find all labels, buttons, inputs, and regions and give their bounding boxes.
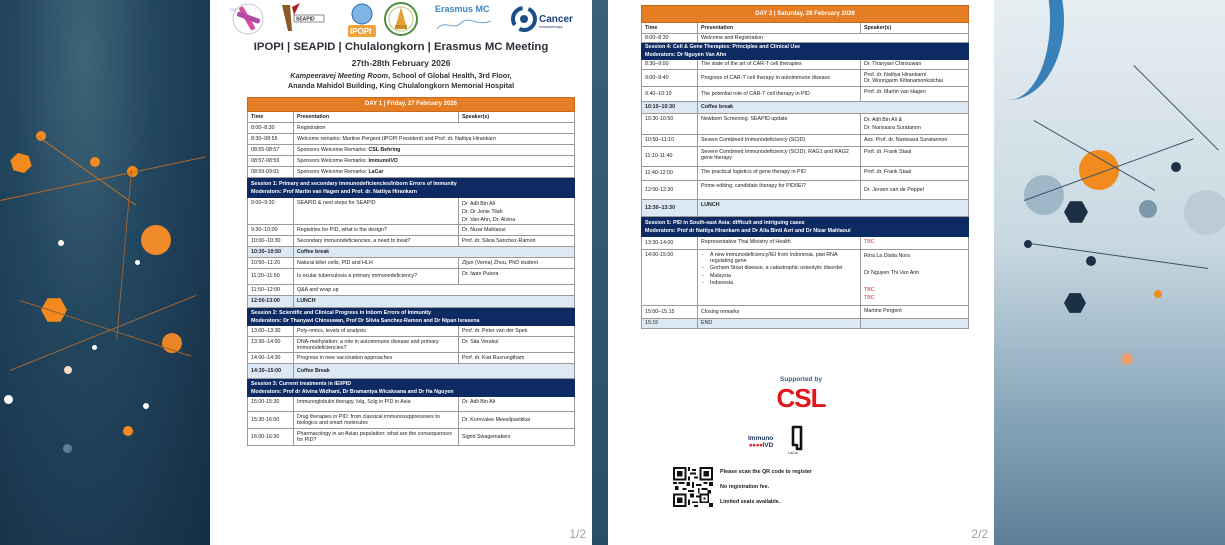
decor-hexagon <box>41 297 67 323</box>
session-header-row <box>248 308 575 326</box>
row-speaker <box>861 114 969 135</box>
row-speaker <box>861 250 969 306</box>
row-time: 15:00–15.15 <box>642 306 698 319</box>
row-presentation: Drug therapies in PID: from classical immunosuppressives to biologics and smart molecules <box>294 412 459 429</box>
row-presentation: Coffee break <box>698 102 969 114</box>
row-speaker: Ass. Prof. dr. Narissara Suratannon <box>861 135 969 147</box>
schedule-row <box>642 34 969 43</box>
row-presentation: Coffee break <box>294 247 575 258</box>
ipopi-logo <box>346 1 378 37</box>
row-time: 9.40–10:10 <box>642 87 698 102</box>
row-time: 8:00–8:30 <box>248 123 294 134</box>
schedule-row <box>642 237 969 250</box>
immunoivd-logo-dots: ●●●● <box>748 442 763 449</box>
decor-dot <box>4 395 13 404</box>
row-speaker: Prof. dr. Silvia Sanchez-Ramon <box>459 236 575 247</box>
decor-dot <box>92 345 97 350</box>
venue-room: Kampeeravej Meeting Room <box>290 71 389 80</box>
decor-line <box>1133 65 1219 151</box>
row-speaker: Dr. Jeroen van de Peppel <box>861 181 969 200</box>
row-presentation: Poly-omics, levels of analysis <box>294 326 459 337</box>
session-moderators: Moderators: Dr Thanyavi Chinsuwan, Prof Dr Silvia Sanchez-Ramon and Dr Nipan Israsena <box>251 317 480 324</box>
schedule-row <box>248 269 575 285</box>
row-presentation: The state of the art of CAR-T cell therapies <box>698 60 861 70</box>
sponsor-remark-prefix: Sponsors Welcome Remarks: <box>297 168 369 175</box>
speaker-name: Dr. Wonngarm Kittanamonkolchai <box>864 78 943 84</box>
registration-line: Please scan the QR code to register <box>720 469 812 475</box>
schedule-row <box>248 225 575 236</box>
venue-detail: , School of Global Health, 3rd Floor, <box>388 71 512 80</box>
row-speaker: Dr. Iwan Putera <box>459 269 575 285</box>
decor-line <box>20 300 191 357</box>
decor-dot <box>63 444 72 453</box>
decor-hexagon <box>1064 200 1088 224</box>
row-time: 10:00–10:30 <box>248 236 294 247</box>
session2-header <box>248 308 575 326</box>
session-header-row <box>642 217 969 237</box>
case-list <box>701 252 857 286</box>
row-presentation: Pharmacology in an Asian population: what are the consequences for PID? <box>294 429 459 446</box>
registration-line: Limited seats available. <box>720 499 781 505</box>
sponsor-remark-prefix: Sponsors Welcome Remarks: <box>297 157 369 164</box>
row-presentation: Registration <box>294 123 575 134</box>
decor-dot <box>58 240 64 246</box>
schedule-row <box>248 145 575 156</box>
row-presentation: Severe Combined Immunodeficiency (SCID): RAG1 and RAG2 gene therapy <box>698 147 861 167</box>
decor-dot <box>123 426 133 436</box>
lacar-logo-text: LaCar <box>788 451 798 455</box>
row-speaker-tbc: TBC <box>861 237 969 250</box>
row-time: 11:50–12:00 <box>248 285 294 296</box>
session-title: Session 5: PID in South-east Asia: difficult and intriguing cases <box>645 219 805 226</box>
row-time: 11:40-12:00 <box>642 167 698 181</box>
meeting-venue <box>210 71 592 91</box>
page-number: 1/2 <box>569 527 586 541</box>
logo-text-erasmus: Erasmus MC <box>435 4 490 14</box>
decor-line <box>37 136 136 206</box>
logo-text-cancer: Cancer <box>539 14 573 25</box>
csl-logo: CSL <box>776 383 826 413</box>
row-time: 10:10–10:30 <box>642 102 698 114</box>
schedule-row <box>248 134 575 145</box>
schedule-row <box>248 326 575 337</box>
meeting-title: IPOPI | SEAPID | Chulalongkorn | Erasmus MC Meeting <box>253 41 549 53</box>
day2-schedule-table <box>641 5 969 329</box>
row-time: 11:10-11:40 <box>642 147 698 167</box>
row-time: 14:00–14:30 <box>248 353 294 364</box>
row-speaker: Dr. Nizar Mahlaoui <box>459 225 575 236</box>
case-item: - A new immunodeficiency/IEI from Indonesia, piwi RNA regulating gene <box>701 252 857 264</box>
row-time: 9:00–9:30 <box>248 198 294 225</box>
row-time: 15:30-16:00 <box>248 412 294 429</box>
row-presentation <box>294 167 575 178</box>
row-presentation: END <box>698 319 861 329</box>
speaker-name: Dr. Dr Jonie Tilah <box>462 209 503 215</box>
row-time: 08:55-08:57 <box>248 145 294 156</box>
session-moderators: Moderators: Prof dr Nattiya Hirankarn and Dr Alia Binti Azri and Dr Nizar Mahlaoui <box>645 227 851 234</box>
row-presentation: Registries for PID, what is the design? <box>294 225 459 236</box>
row-speaker: Prof. dr. Frank Staal <box>861 147 969 167</box>
row-speaker: Prof. dr. Kiat Ruxrungtham <box>459 353 575 364</box>
row-time: 9:00–9:40 <box>642 70 698 87</box>
immunoivd-logo-top: Immuno <box>748 435 774 442</box>
decor-dot <box>1121 353 1133 365</box>
cu-logo <box>228 1 268 37</box>
decor-line <box>1030 243 1208 269</box>
row-time: 16:00-16:30 <box>248 429 294 446</box>
row-presentation: Welcome and Registration <box>698 34 969 43</box>
schedule-row <box>642 181 969 200</box>
lacar-logo-mark <box>790 425 804 451</box>
case-item: - Gorham Stout disease, a catastrophic osteolytic disorder <box>701 265 857 271</box>
session-moderators: Moderators: Prof Martin van Hagen and Prof. dr. Nattiya Hirankarn <box>251 188 418 195</box>
row-presentation: The potential role of CAR-T cell therapy in PID <box>698 87 861 102</box>
row-time: 8:30–9:00 <box>642 60 698 70</box>
meeting-dates: 27th-28th February 2026 <box>351 58 451 68</box>
row-time: 15:15 <box>642 319 698 329</box>
session-title: Session 3: Current treatments in IEI/PID <box>251 380 352 387</box>
decor-dot <box>143 403 149 409</box>
row-time: 10:30–10:50 <box>248 247 294 258</box>
speaker-name: Dr. Adli Bin Ali & <box>864 117 902 123</box>
row-speaker: Dr. Kornvalee Meesilpavikkai <box>459 412 575 429</box>
col-speaker: Speaker(s) <box>861 23 969 34</box>
row-speaker: Prof. dr. Frank Staal <box>861 167 969 181</box>
session-moderators: Moderators: Prof dr Alvina Widhani, Dr Bramantya Wicaksana and Dr Ha Nguyen <box>251 388 454 395</box>
schedule-row <box>642 135 969 147</box>
schedule-row <box>642 306 969 319</box>
decor-dot <box>1171 162 1181 172</box>
row-time: 9:30–10:00 <box>248 225 294 236</box>
row-time: 10:50–11:20 <box>248 258 294 269</box>
case-item: - Malaysia <box>701 273 857 279</box>
schedule-row <box>248 167 575 178</box>
break-row <box>642 200 969 217</box>
schedule-row <box>642 250 969 306</box>
sponsor-name: LaCar <box>368 168 384 175</box>
registration-line: No registration fee. <box>720 484 770 490</box>
schedule-row <box>248 198 575 225</box>
row-presentation <box>294 145 575 156</box>
decor-dot <box>141 225 171 255</box>
decor-line <box>1024 138 1193 201</box>
break-row <box>248 364 575 379</box>
logo-text-ipopi: IPOPI <box>350 27 372 36</box>
row-time: 13:30–14:00 <box>248 337 294 353</box>
decor-square <box>8 150 34 175</box>
registration-qr-code[interactable] <box>672 467 714 507</box>
row-presentation: Coffee Break <box>294 364 575 379</box>
row-speaker: Sigrid Swagemakers <box>459 429 575 446</box>
decor-dot <box>1139 200 1157 218</box>
schedule-row <box>642 70 969 87</box>
session4-header <box>642 43 969 60</box>
schedule-row <box>642 114 969 135</box>
row-presentation: Progress in new vaccination approaches <box>294 353 459 364</box>
schedule-page-2 <box>608 0 994 545</box>
erasmus-mc-logo <box>431 1 501 37</box>
background-network-art-left <box>0 0 210 545</box>
row-presentation: LUNCH <box>698 200 969 217</box>
row-speaker <box>459 198 575 225</box>
row-speaker <box>861 70 969 87</box>
row-time: 08:59-09:01 <box>248 167 294 178</box>
schedule-row <box>642 167 969 181</box>
column-header-row <box>248 112 575 123</box>
speaker-name: Prof. dr. Nattiya Hirankarn/ <box>864 71 927 78</box>
end-row <box>642 319 969 329</box>
session-title: Session 4: Cell & Gene Therapies: Principles and Clinical Use <box>645 44 801 50</box>
speaker-tbc: TBC <box>864 287 875 293</box>
break-row <box>642 102 969 114</box>
row-speaker: Dr. Thanyavi Chinsuwan <box>861 60 969 70</box>
decor-dot <box>1184 190 1225 235</box>
row-speaker-empty <box>861 319 969 329</box>
col-presentation: Presentation <box>698 23 861 34</box>
speaker-name: Dr. Van Ahn, Dr. Alvina <box>462 217 516 223</box>
decor-line <box>0 156 206 201</box>
schedule-page-1 <box>210 0 592 545</box>
schedule-row <box>248 285 575 296</box>
speaker-tbc: TBC <box>864 295 875 301</box>
schedule-row <box>248 353 575 364</box>
sponsor-remark-prefix: Sponsors Welcome Remarks: <box>297 146 369 153</box>
session-moderators: Moderators: Dr Nguyen Van Ahn <box>645 52 727 58</box>
venue-building: Ananda Mahidol Building, King Chulalongkorn Memorial Hospital <box>287 81 515 90</box>
row-presentation: Severe Combined Immunodeficiency (SCID) <box>698 135 861 147</box>
row-time: 12:00-12:30 <box>642 181 698 200</box>
speaker-name: Rina La Distia Nora <box>864 253 910 259</box>
row-time: 13:30-14:00 <box>642 237 698 250</box>
svg-text:Immunotherapy: Immunotherapy <box>539 25 563 29</box>
row-time: 14:30–15:00 <box>248 364 294 379</box>
row-speaker: Dr. Adli Bin Ali <box>459 397 575 412</box>
background-gap <box>592 0 608 545</box>
schedule-row <box>248 429 575 446</box>
row-time: 12:30–13:30 <box>642 200 698 217</box>
sponsor-name: CSL Behring <box>368 146 401 153</box>
row-presentation <box>294 156 575 167</box>
day1-heading: DAY 1 | Friday, 27 February 2026 <box>248 98 575 112</box>
session-title: Session 2: Scientific and Clinical Progress in Inborn Errors of Immunity <box>251 309 432 316</box>
row-time: 13:00–13:30 <box>248 326 294 337</box>
row-time: 15:00-15:30 <box>248 397 294 412</box>
session1-header <box>248 178 575 198</box>
logo-text-cu: CU <box>230 7 236 12</box>
row-presentation: SEAPID & next steps for SEAPID <box>294 198 459 225</box>
row-speaker: Martine Pergent <box>861 306 969 319</box>
break-row <box>248 247 575 258</box>
schedule-row <box>642 60 969 70</box>
col-time: Time <box>642 23 698 34</box>
row-presentation-list <box>698 250 861 306</box>
row-presentation: Newborn Screening: SEAPID update <box>698 114 861 135</box>
row-presentation: Welcome remarks: Martine Pergent (IPOPI President) and Prof. dr. Nattiya Hirankarn <box>294 134 575 145</box>
col-time: Time <box>248 112 294 123</box>
row-speaker: Dr. Sita Verakul <box>459 337 575 353</box>
row-presentation: Prime editing; candidate therapy for PID/IEI? <box>698 181 861 200</box>
decor-dot <box>1086 256 1096 266</box>
row-presentation: Closing remarks <box>698 306 861 319</box>
session-header-row <box>642 43 969 60</box>
row-speaker: Prof. dr. Martin van Hagen <box>861 87 969 102</box>
row-time: 12:00-13:00 <box>248 296 294 308</box>
decor-dot <box>90 157 100 167</box>
row-time: 08:57-08:59 <box>248 156 294 167</box>
decor-dot <box>1024 175 1064 215</box>
seapid-logo <box>274 1 332 37</box>
session-header-row <box>248 178 575 198</box>
logo-strip <box>228 1 578 37</box>
row-presentation: Secondary immunodeficiencies, a need to treat? <box>294 236 459 247</box>
background-network-art-right <box>994 0 1225 545</box>
row-time: 11:20–11:50 <box>248 269 294 285</box>
schedule-row <box>248 123 575 134</box>
row-speaker: Prof. dr. Peter van der Spek <box>459 326 575 337</box>
page-number: 2/2 <box>971 527 988 541</box>
case-item: - Indonesia <box>701 280 857 286</box>
speaker-name: Dr. Adli Bin Ali <box>462 201 495 207</box>
row-time: 10:30-10:50 <box>642 114 698 135</box>
decor-dot <box>1079 150 1119 190</box>
speaker-name: Dr Nguyen Thi Van Anh <box>864 270 920 276</box>
day2-heading: DAY 2 | Saturday, 28 February 2026 <box>642 6 969 23</box>
row-time: 10:50–11:10 <box>642 135 698 147</box>
decor-dot <box>135 260 140 265</box>
schedule-row <box>642 87 969 102</box>
row-time: 14:00-15:00 <box>642 250 698 306</box>
col-presentation: Presentation <box>294 112 459 123</box>
row-presentation: DNA-methylation: a role in autoimmune disease and primary immunodeficiencies? <box>294 337 459 353</box>
decor-dot <box>1154 290 1162 298</box>
logo-text-seapid: SEAPID <box>296 16 315 23</box>
day1-heading-row <box>248 98 575 112</box>
session3-header <box>248 379 575 397</box>
schedule-row <box>248 397 575 412</box>
row-presentation: Progress of CAR-T cell therapy in autoimmune disease <box>698 70 861 87</box>
row-presentation: Natural killer cells, PID and HLH <box>294 258 459 269</box>
row-presentation: Is ocular tuberculosis a primary immunodeficiency? <box>294 269 459 285</box>
row-presentation: Immunoglobulin therapy, Ivlg, Sclg in PID in Asia <box>294 397 459 412</box>
row-presentation: Representative Thai Ministry of Health <box>698 237 861 250</box>
row-presentation: The practical logistics of gene therapy in PID <box>698 167 861 181</box>
session-title: Session 1: Primary and secondary immunodeficiencies/Inborn Errors of Immunity <box>251 180 457 187</box>
cancer-immunotherapy-logo <box>509 1 579 37</box>
schedule-row <box>248 337 575 353</box>
session5-header <box>642 217 969 237</box>
immunoivd-logo-bottom: IVD <box>762 442 774 449</box>
immunoivd-logo <box>748 435 773 449</box>
schedule-row <box>248 156 575 167</box>
schedule-row <box>642 147 969 167</box>
row-time: 8:00–8:30 <box>642 34 698 43</box>
row-presentation: LUNCH <box>294 296 575 308</box>
row-presentation: Q&A and wrap up <box>294 285 575 296</box>
day2-heading-row <box>642 6 969 23</box>
decor-dot <box>64 366 72 374</box>
break-row <box>248 296 575 308</box>
decor-hexagon <box>1064 292 1086 314</box>
supported-by-heading: Supported by <box>780 376 822 383</box>
row-speaker: Zijun (Verna) Zhou, PhD student <box>459 258 575 269</box>
column-header-row <box>642 23 969 34</box>
row-time: 8:30–08:55 <box>248 134 294 145</box>
schedule-row <box>248 236 575 247</box>
decor-swoosh <box>994 0 1064 100</box>
session-header-row <box>248 379 575 397</box>
col-speaker: Speaker(s) <box>459 112 575 123</box>
speaker-name: Dr. Narissara Suratanon <box>864 125 921 131</box>
sponsor-name: ImmunoIVD <box>368 157 398 164</box>
schedule-row <box>248 258 575 269</box>
chulalongkorn-logo <box>382 1 420 37</box>
day1-schedule-table <box>247 97 575 446</box>
registration-info <box>720 469 812 514</box>
schedule-row <box>248 412 575 429</box>
